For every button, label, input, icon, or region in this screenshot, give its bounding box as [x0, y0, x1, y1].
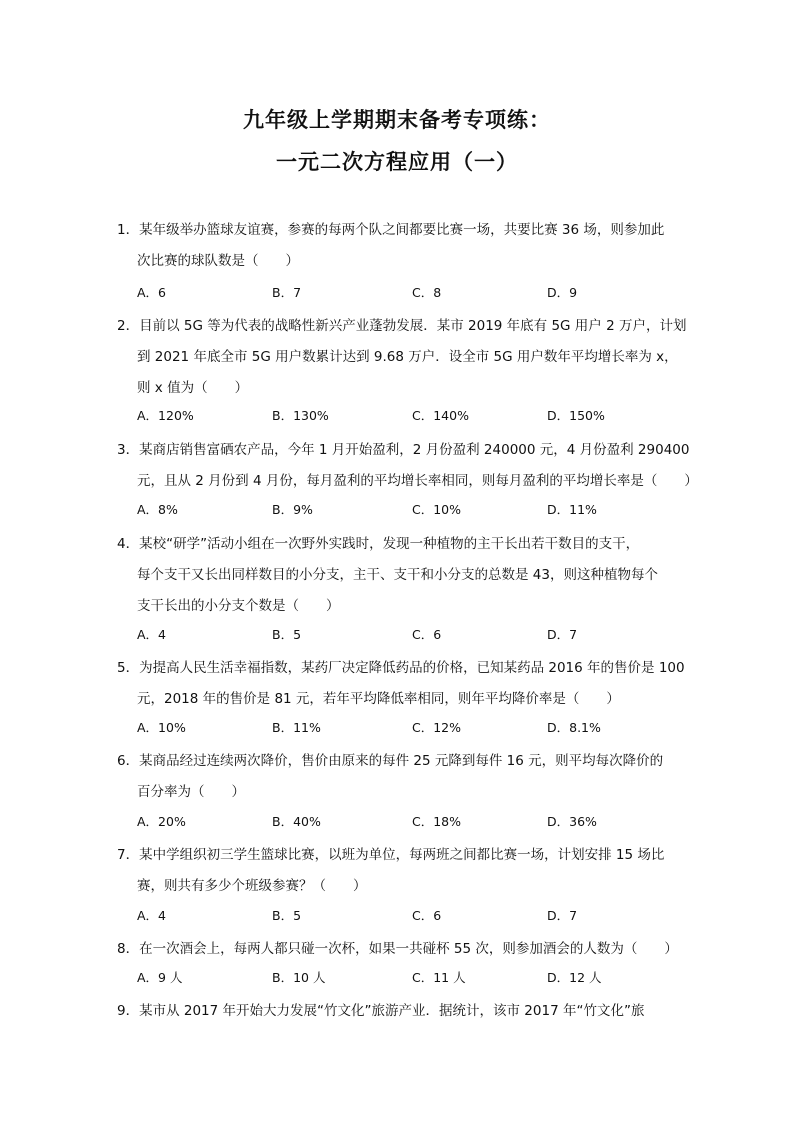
page-title: 九年级上学期期末备考专项练：	[243, 108, 551, 132]
question-1-option-d: D．9	[547, 285, 578, 300]
question-7-line-1: 7．某中学组织初三学生篮球比赛，以班为单位，每两班之间都比赛一场，计划安排 15 场比	[117, 847, 665, 863]
question-2-line-2: 到 2021 年底全市 5G 用户数累计达到 9.68 万户．设全市 5G 用户数年平均增长率为 x，	[137, 349, 678, 365]
question-2-option-c: C．140%	[412, 408, 469, 423]
question-4-line-1: 4．某校“研学”活动小组在一次野外实践时，发现一种植物的主干长出若干数目的支干，	[117, 536, 640, 552]
question-5-option-b: B．11%	[272, 720, 321, 735]
question-8-option-d: D．12 人	[547, 970, 602, 985]
question-4-option-a: A．4	[137, 627, 167, 642]
question-6-option-c: C．18%	[412, 814, 462, 829]
question-2-option-a: A．120%	[137, 408, 194, 423]
question-1-line-1: 1．某年级举办篮球友谊赛，参赛的每两个队之间都要比赛一场，共要比赛 36 场，则参加此	[117, 222, 665, 238]
question-3-option-b: B．9%	[272, 502, 313, 517]
question-8-option-a: A．9 人	[137, 970, 183, 985]
question-2-line-3: 则 x 值为（ ）	[137, 380, 249, 396]
question-3-line-2: 元，且从 2 月份到 4 月份，每月盈利的平均增长率相同，则每月盈利的平均增长率是（ ）	[137, 473, 698, 489]
question-7-option-b: B．5	[272, 908, 302, 923]
question-7-option-d: D．7	[547, 908, 578, 923]
question-1-option-b: B．7	[272, 285, 302, 300]
question-8-option-c: C．11 人	[412, 970, 466, 985]
question-3-option-a: A．8%	[137, 502, 178, 517]
question-9-line-1: 9．某市从 2017 年开始大力发展“竹文化”旅游产业．据统计，该市 2017 年“竹文化”旅	[117, 1003, 645, 1019]
question-7-option-c: C．6	[412, 908, 442, 923]
question-6-option-d: D．36%	[547, 814, 597, 829]
question-6-option-b: B．40%	[272, 814, 321, 829]
question-7-option-a: A．4	[137, 908, 167, 923]
question-2-option-b: B．130%	[272, 408, 329, 423]
page-subtitle: 一元二次方程应用（一）	[276, 150, 518, 174]
question-1-option-a: A．6	[137, 285, 167, 300]
question-7-line-2: 赛，则共有多少个班级参赛？（ ）	[137, 878, 367, 894]
question-5-option-c: C．12%	[412, 720, 462, 735]
question-1-option-c: C．8	[412, 285, 442, 300]
question-2-option-d: D．150%	[547, 408, 605, 423]
question-3-option-d: D．11%	[547, 502, 597, 517]
question-6-line-1: 6．某商品经过连续两次降价，售价由原来的每件 25 元降到每件 16 元，则平均每次降价的	[117, 753, 664, 769]
question-4-line-3: 支干长出的小分支个数是（ ）	[137, 598, 340, 614]
question-3-line-1: 3．某商店销售富硒农产品，今年 1 月开始盈利，2 月份盈利 240000 元，4 月份盈利 290400	[117, 442, 690, 458]
question-2-line-1: 2．目前以 5G 等为代表的战略性新兴产业蓬勃发展．某市 2019 年底有 5G 用户 2 万户，计划	[117, 318, 687, 334]
question-4-line-2: 每个支干又长出同样数目的小分支，主干、支干和小分支的总数是 43，则这种植物每个	[137, 567, 658, 583]
question-8-option-b: B．10 人	[272, 970, 326, 985]
question-5-line-2: 元，2018 年的售价是 81 元，若年平均降低率相同，则年平均降价率是（ ）	[137, 691, 620, 707]
question-8-line-1: 8．在一次酒会上，每两人都只碰一次杯，如果一共碰杯 55 次，则参加酒会的人数为（ ）	[117, 941, 678, 957]
question-3-option-c: C．10%	[412, 502, 462, 517]
question-5-option-d: D．8.1%	[547, 720, 601, 735]
question-4-option-c: C．6	[412, 627, 442, 642]
question-1-line-2: 次比赛的球队数是（ ）	[137, 253, 299, 269]
question-6-line-2: 百分率为（ ）	[137, 784, 245, 800]
question-6-option-a: A．20%	[137, 814, 186, 829]
question-4-option-d: D．7	[547, 627, 578, 642]
question-4-option-b: B．5	[272, 627, 302, 642]
question-5-option-a: A．10%	[137, 720, 186, 735]
question-5-line-1: 5．为提高人民生活幸福指数，某药厂决定降低药品的价格，已知某药品 2016 年的售价是 100	[117, 660, 685, 676]
